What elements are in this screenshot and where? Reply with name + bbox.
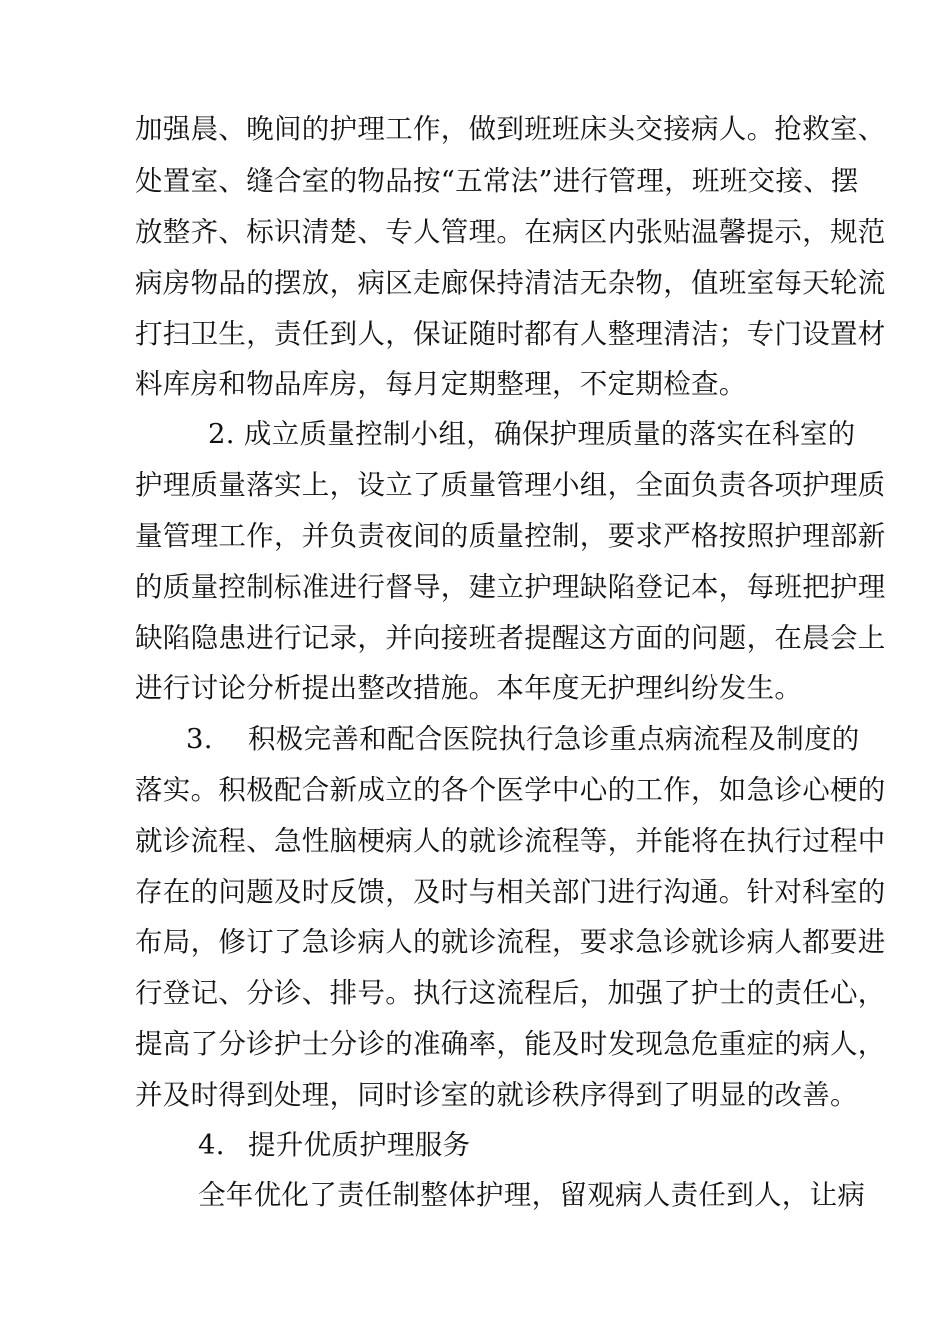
paragraph-line: 加强晨、晚间的护理工作，做到班班床头交接病人。抢救室、 (135, 113, 886, 145)
paragraph-line: 缺陷隐患进行记录，并向接班者提醒这方面的问题，在晨会上 (135, 622, 886, 654)
paragraph-line: 全年优化了责任制整体护理，留观病人责任到人，让病 (198, 1179, 866, 1211)
paragraph-line: 病房物品的摆放，病区走廊保持清洁无杂物，值班室每天轮流 (135, 267, 886, 299)
paragraph-line: 护理质量落实上，设立了质量管理小组，全面负责各项护理质 (135, 469, 886, 501)
paragraph-line: 提高了分诊护士分诊的准确率，能及时发现急危重症的病人， (135, 1028, 886, 1060)
paragraph-line: 打扫卫生，责任到人，保证随时都有人整理清洁；专门设置材 (135, 318, 886, 350)
item-3-number: 3. (186, 723, 213, 755)
paragraph-line: 的质量控制标准进行督导，建立护理缺陷登记本，每班把护理 (135, 571, 886, 603)
paragraph-line: 布局，修订了急诊病人的就诊流程，要求急诊就诊病人都要进 (135, 926, 886, 958)
item-2-heading: 2. 成立质量控制小组，确保护理质量的落实在科室的 (208, 418, 856, 450)
paragraph-line: 料库房和物品库房，每月定期整理，不定期检查。 (135, 368, 747, 400)
paragraph-line: 处置室、缝合室的物品按“五常法”进行管理，班班交接、摆 (135, 165, 859, 197)
paragraph-line: 量管理工作，并负责夜间的质量控制，要求严格按照护理部新 (135, 520, 886, 552)
item-4-text: 提升优质护理服务 (248, 1129, 471, 1161)
paragraph-line: 行登记、分诊、排号。执行这流程后，加强了护士的责任心， (135, 977, 886, 1009)
item-3-text: 积极完善和配合医院执行急诊重点病流程及制度的 (248, 723, 860, 755)
item-3-heading (186, 721, 886, 757)
paragraph-line: 就诊流程、急性脑梗病人的就诊流程等，并能将在执行过程中 (135, 825, 886, 857)
paragraph-line: 落实。积极配合新成立的各个医学中心的工作，如急诊心梗的 (135, 774, 886, 806)
paragraph-line: 存在的问题及时反馈，及时与相关部门进行沟通。针对科室的 (135, 876, 886, 908)
paragraph-line: 放整齐、标识清楚、专人管理。在病区内张贴温馨提示，规范 (135, 216, 886, 248)
paragraph-line: 进行讨论分析提出整改措施。本年度无护理纠纷发生。 (135, 672, 803, 704)
paragraph-line: 并及时得到处理，同时诊室的就诊秩序得到了明显的改善。 (135, 1079, 858, 1111)
item-4-number: 4. (198, 1129, 225, 1161)
item-4-heading (198, 1127, 898, 1163)
